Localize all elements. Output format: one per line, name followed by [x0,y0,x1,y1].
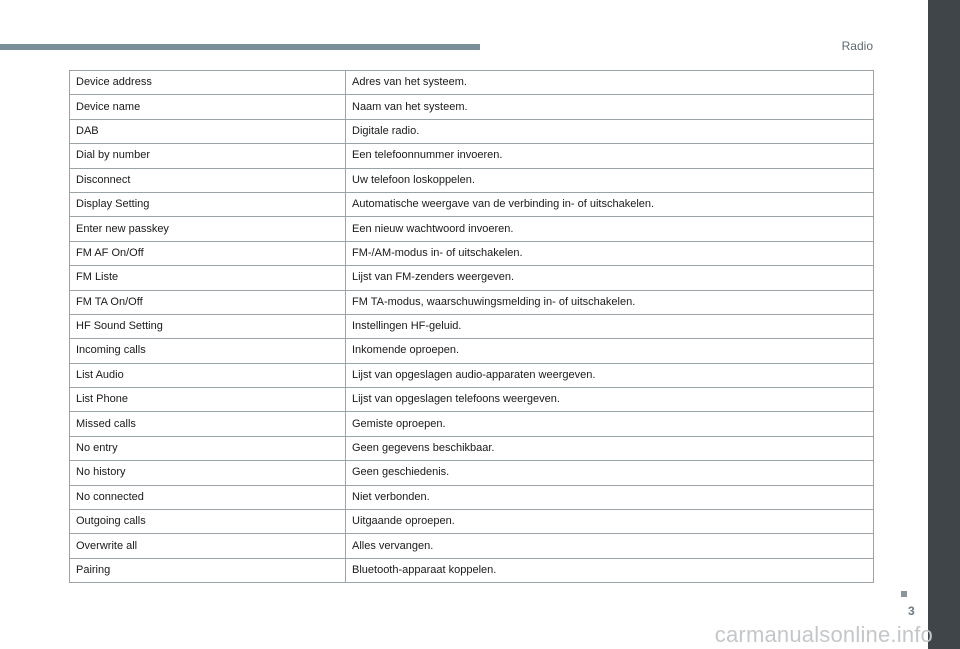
table-row [70,144,874,168]
table-row [70,241,874,265]
term-cell: FM Liste [70,266,346,290]
table-row [70,436,874,460]
table-row [70,534,874,558]
term-cell: No connected [70,485,346,509]
definition-cell: Instellingen HF-geluid. [346,314,874,338]
definition-cell: Een nieuw wachtwoord invoeren. [346,217,874,241]
table-row [70,314,874,338]
term-cell: List Phone [70,388,346,412]
definition-cell: FM-/AM-modus in- of uitschakelen. [346,241,874,265]
table-row [70,412,874,436]
table-row [70,168,874,192]
table-row [70,119,874,143]
definition-cell: Lijst van FM-zenders weergeven. [346,266,874,290]
definition-cell: FM TA-modus, waarschuwingsmelding in- of uitschakelen. [346,290,874,314]
term-cell: Incoming calls [70,339,346,363]
page-number: 3 [908,604,915,618]
definition-cell: Automatische weergave van de verbinding in- of uitschakelen. [346,192,874,216]
term-cell: DAB [70,119,346,143]
definition-cell: Geen geschiedenis. [346,461,874,485]
term-cell: Missed calls [70,412,346,436]
table-row [70,71,874,95]
definition-cell: Uw telefoon loskoppelen. [346,168,874,192]
term-cell: FM TA On/Off [70,290,346,314]
table-row [70,363,874,387]
section-title: Radio [841,39,873,53]
term-cell: Enter new passkey [70,217,346,241]
definition-cell: Gemiste oproepen. [346,412,874,436]
term-cell: List Audio [70,363,346,387]
page-marker [901,591,907,597]
term-cell: Device address [70,71,346,95]
table-row [70,388,874,412]
term-cell: Outgoing calls [70,510,346,534]
definition-cell: Bluetooth-apparaat koppelen. [346,558,874,582]
term-cell: No history [70,461,346,485]
watermark: carmanualsonline.info [714,622,933,647]
table-row [70,461,874,485]
table-row [70,339,874,363]
term-cell: Overwrite all [70,534,346,558]
term-cell: No entry [70,436,346,460]
table-row [70,558,874,582]
definition-cell: Een telefoonnummer invoeren. [346,144,874,168]
table-row [70,510,874,534]
definition-cell: Uitgaande oproepen. [346,510,874,534]
definition-cell: Naam van het systeem. [346,95,874,119]
side-band [928,0,960,649]
table-row [70,485,874,509]
definition-cell: Geen gegevens beschikbaar. [346,436,874,460]
term-cell: Display Setting [70,192,346,216]
term-cell: Pairing [70,558,346,582]
definition-cell: Lijst van opgeslagen audio-apparaten weergeven. [346,363,874,387]
definition-cell: Niet verbonden. [346,485,874,509]
glossary-table [69,70,874,583]
term-cell: Dial by number [70,144,346,168]
header-rule [0,44,480,50]
term-cell: Device name [70,95,346,119]
term-cell: HF Sound Setting [70,314,346,338]
definition-cell: Adres van het systeem. [346,71,874,95]
definition-cell: Digitale radio. [346,119,874,143]
definition-cell: Alles vervangen. [346,534,874,558]
definition-cell: Lijst van opgeslagen telefoons weergeven. [346,388,874,412]
definition-cell: Inkomende oproepen. [346,339,874,363]
table-row [70,266,874,290]
table-row [70,290,874,314]
table-row [70,192,874,216]
term-cell: Disconnect [70,168,346,192]
table-row [70,95,874,119]
term-cell: FM AF On/Off [70,241,346,265]
table-row [70,217,874,241]
